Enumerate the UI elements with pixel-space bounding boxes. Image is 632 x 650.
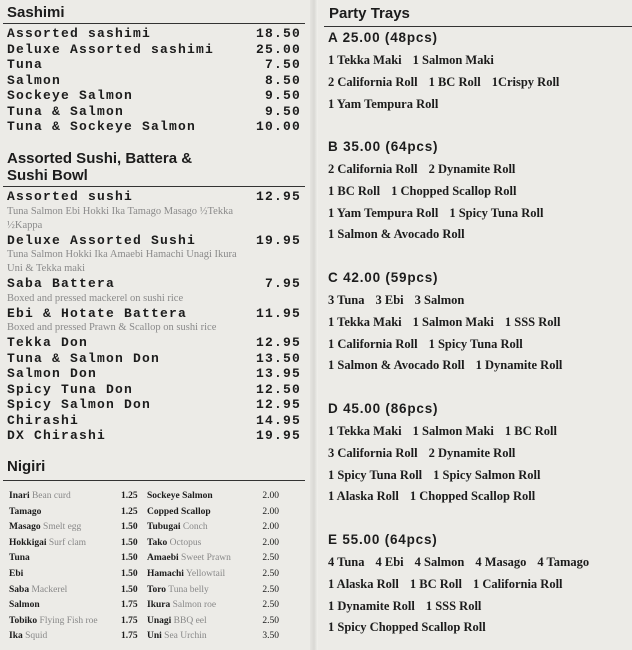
- nigiri-english: Octopus: [169, 537, 202, 548]
- item-price: 10.00: [255, 119, 301, 134]
- item-price: 7.95: [264, 276, 301, 291]
- item-price: 12.95: [255, 397, 301, 412]
- nigiri-row: [9, 614, 279, 630]
- tray-header: E 55.00 (64pcs): [328, 532, 438, 547]
- menu-item: [7, 26, 301, 42]
- sushi-list: [7, 189, 301, 444]
- nigiri-price: 1.75: [121, 600, 138, 611]
- tray-item: 1 Spicy Chopped Scallop Roll: [328, 620, 486, 635]
- tray-item: 1 Dynamite Roll: [475, 358, 563, 373]
- tray-item: 1 BC Roll: [504, 424, 557, 438]
- tray-line: [328, 312, 632, 334]
- item-price: 14.95: [255, 412, 301, 428]
- menu-item: [7, 88, 301, 104]
- item-name: Salmon: [7, 72, 62, 88]
- nigiri-name: Copped Scallop: [147, 506, 211, 517]
- party-tray: [328, 531, 632, 639]
- nigiri-price: 2.50: [262, 615, 279, 626]
- item-description: Uni & Tekka maki: [7, 263, 86, 274]
- nigiri-price: 2.00: [262, 506, 279, 517]
- tray-item: 3 California Roll: [328, 445, 418, 460]
- tray-item: 1 SSS Roll: [425, 598, 482, 613]
- tray-line: [328, 50, 632, 72]
- tray-item: 2 California Roll: [328, 74, 418, 89]
- tray-line: [328, 181, 632, 203]
- nigiri-name: Sockeye Salmon: [147, 491, 213, 501]
- nigiri-row: [9, 629, 279, 645]
- item-price: 9.50: [264, 103, 301, 119]
- nigiri-english: BBQ eel: [173, 615, 207, 626]
- item-price: 13.95: [255, 366, 301, 381]
- menu-item: [7, 335, 301, 351]
- nigiri-name: Hokkigai: [9, 537, 47, 548]
- nigiri-english: Surf clam: [48, 537, 87, 548]
- tray-item: 1 California Roll: [472, 576, 563, 591]
- nigiri-price: 1.75: [121, 631, 138, 642]
- nigiri-name: Tako: [147, 537, 168, 548]
- nigiri-item-1: [9, 489, 121, 505]
- nigiri-item-1: [9, 614, 121, 630]
- tray-item: 1 BC Roll: [328, 183, 381, 198]
- nigiri-table: [9, 489, 279, 645]
- nigiri-name: Tubugai: [147, 522, 181, 533]
- item-name: Sockeye Salmon: [7, 88, 134, 103]
- tray-line: [328, 552, 632, 574]
- nigiri-name: Inari: [9, 491, 30, 501]
- item-name: Spicy Tuna Don: [7, 381, 134, 397]
- nigiri-name: Tobiko: [9, 615, 38, 626]
- tray-item: 4 Salmon: [414, 555, 465, 569]
- nigiri-item-2: [147, 614, 255, 630]
- nigiri-english: Smelt egg: [43, 522, 82, 533]
- tray-item: 1 Salmon Maki: [412, 314, 494, 329]
- tray-item: 1 Spicy Tuna Roll: [328, 467, 423, 482]
- menu-item: [7, 428, 301, 444]
- item-name: Tekka Don: [7, 335, 89, 350]
- nigiri-name: Amaebi: [147, 553, 179, 564]
- sashimi-heading: Sashimi: [7, 4, 65, 21]
- tray-line: [328, 486, 632, 508]
- nigiri-item-2: [147, 505, 255, 521]
- nigiri-name: Ika: [9, 631, 23, 642]
- tray-line: [328, 290, 632, 312]
- nigiri-item-2: [147, 489, 255, 505]
- item-name: Assorted sushi: [7, 189, 134, 204]
- nigiri-name: Toro: [147, 584, 167, 595]
- nigiri-item-2: [147, 583, 255, 599]
- item-price: 12.95: [255, 189, 301, 204]
- nigiri-row: [9, 598, 279, 614]
- party-tray: [328, 29, 632, 115]
- item-name: Tuna & Sockeye Salmon: [7, 119, 197, 134]
- nigiri-item-2: [147, 536, 255, 552]
- item-description: ½Kappa: [7, 219, 43, 231]
- tray-item: 1 Dynamite Roll: [328, 598, 415, 613]
- item-name: Tuna & Salmon: [7, 103, 125, 119]
- nigiri-item-1: [9, 583, 121, 599]
- item-name: DX Chirashi: [7, 428, 107, 443]
- divider: [3, 23, 305, 24]
- tray-line: [328, 421, 632, 443]
- item-name: Assorted sashimi: [7, 26, 152, 41]
- nigiri-price: 2.50: [262, 600, 279, 611]
- tray-line: [328, 355, 632, 377]
- tray-item: 4 Ebi: [375, 555, 404, 569]
- tray-item: 1 California Roll: [328, 336, 418, 351]
- tray-item: 1 Tekka Maki: [328, 53, 402, 67]
- tray-header: D 45.00 (86pcs): [328, 401, 439, 416]
- item-name: Chirashi: [7, 412, 80, 428]
- tray-item: 1 Chopped Scallop Roll: [409, 489, 536, 504]
- nigiri-name: Unagi: [147, 615, 172, 626]
- sushi-heading-line2: Sushi Bowl: [7, 167, 88, 184]
- menu-item: [7, 57, 301, 73]
- nigiri-english: Mackerel: [31, 584, 68, 595]
- nigiri-price: 2.50: [262, 553, 279, 564]
- nigiri-item-2: [147, 520, 255, 536]
- nigiri-price: 2.50: [262, 584, 279, 595]
- tray-item: 1 Spicy Tuna Roll: [449, 205, 544, 220]
- nigiri-name: Salmon: [9, 600, 40, 611]
- nigiri-item-2: [147, 567, 255, 583]
- menu-item: [7, 42, 301, 58]
- menu-item: [7, 276, 301, 292]
- nigiri-price: 2.00: [262, 537, 279, 548]
- nigiri-item-1: [9, 520, 121, 536]
- page-fold: [310, 0, 318, 650]
- item-price: 11.95: [255, 305, 301, 321]
- nigiri-price: 1.50: [121, 553, 138, 564]
- tray-header: C 42.00 (59pcs): [328, 270, 439, 285]
- nigiri-price: 1.50: [121, 584, 138, 595]
- item-description: Boxed and pressed Prawn & Scallop on sushi rice: [7, 322, 217, 333]
- item-price: 19.95: [255, 428, 301, 443]
- menu-item: [7, 366, 301, 382]
- nigiri-english: Salmon roe: [172, 600, 217, 611]
- nigiri-item-1: [9, 567, 121, 583]
- tray-item: 1 Salmon & Avocado Roll: [328, 227, 465, 242]
- nigiri-price: 2.00: [262, 491, 279, 501]
- nigiri-english: Sea Urchin: [164, 631, 207, 642]
- tray-item: 1 BC Roll: [428, 74, 481, 89]
- item-description: Tuna Salmon Ebi Hokki Ika Tamago Masago ½Tekka: [7, 205, 234, 217]
- menu-item: [7, 119, 301, 135]
- nigiri-price: 2.50: [262, 568, 279, 579]
- nigiri-price: 1.50: [121, 568, 138, 579]
- tray-item: 1 Tekka Maki: [328, 314, 402, 329]
- nigiri-item-2: [147, 598, 255, 614]
- tray-line: [328, 94, 632, 116]
- party-trays-heading: Party Trays: [329, 5, 410, 22]
- nigiri-item-1: [9, 629, 121, 645]
- item-price: 7.50: [264, 57, 301, 72]
- nigiri-row: [9, 536, 279, 552]
- item-price: 12.95: [255, 335, 301, 350]
- nigiri-row: [9, 505, 279, 521]
- nigiri-english: Flying Fish roe: [39, 615, 98, 626]
- nigiri-price: 3.50: [262, 631, 279, 642]
- item-price: 12.50: [255, 381, 301, 397]
- tray-line: [328, 334, 632, 356]
- nigiri-name: Tuna: [9, 553, 30, 564]
- tray-item: 4 Tuna: [328, 555, 365, 569]
- divider: [324, 26, 632, 27]
- item-name: Spicy Salmon Don: [7, 397, 152, 412]
- item-description: Tuna Salmon Hokki Ika Amaebi Hamachi Unagi Ikura: [7, 249, 237, 260]
- nigiri-english: Squid: [25, 631, 48, 642]
- tray-header: B 35.00 (64pcs): [328, 139, 439, 154]
- nigiri-name: Uni: [147, 631, 162, 642]
- tray-line: [328, 224, 632, 246]
- nigiri-item-2: [147, 629, 255, 645]
- item-price: 13.50: [255, 350, 301, 366]
- tray-item: 1 Alaska Roll: [328, 489, 399, 504]
- sushi-heading: [7, 150, 192, 184]
- tray-line: [328, 574, 632, 596]
- sushi-heading-line1: Assorted Sushi, Battera &: [7, 150, 193, 167]
- tray-line: [328, 465, 632, 487]
- item-price: 18.50: [255, 26, 301, 41]
- nigiri-english: Yellowtail: [185, 568, 226, 579]
- nigiri-english: Sweet Prawn: [181, 553, 231, 564]
- nigiri-name: Hamachi: [147, 568, 184, 579]
- item-price: 9.50: [264, 88, 301, 103]
- nigiri-row: [9, 567, 279, 583]
- tray-item: 2 Dynamite Roll: [428, 162, 516, 176]
- tray-item: 1 Salmon Maki: [412, 53, 494, 67]
- nigiri-price: 1.25: [121, 506, 138, 517]
- tray-line: [328, 72, 632, 94]
- tray-item: 3 Tuna: [328, 293, 365, 307]
- item-name: Tuna: [7, 57, 44, 72]
- tray-line: [328, 159, 632, 181]
- tray-item: 2 Dynamite Roll: [428, 445, 516, 460]
- menu-item: [7, 397, 301, 413]
- tray-line: [328, 443, 632, 465]
- tray-item: 1 Yam Tempura Roll: [328, 205, 439, 220]
- tray-item: 1 Alaska Roll: [328, 576, 399, 591]
- nigiri-price: 1.25: [121, 491, 138, 501]
- tray-line: [328, 596, 632, 618]
- tray-item: 3 Ebi: [375, 293, 404, 307]
- nigiri-name: Saba: [9, 584, 30, 595]
- nigiri-english: Bean curd: [31, 491, 71, 501]
- nigiri-price: 1.75: [121, 615, 138, 626]
- nigiri-item-2: [147, 551, 255, 567]
- tray-item: 1 Yam Tempura Roll: [328, 96, 439, 111]
- nigiri-item-1: [9, 551, 121, 567]
- party-tray: [328, 269, 632, 377]
- item-price: 8.50: [264, 72, 301, 88]
- nigiri-item-1: [9, 505, 121, 521]
- menu-item: [7, 73, 301, 89]
- nigiri-row: [9, 551, 279, 567]
- tray-item: 1 Salmon & Avocado Roll: [328, 358, 465, 373]
- tray-item: 1 BC Roll: [409, 576, 462, 591]
- divider: [3, 186, 305, 187]
- tray-item: 2 California Roll: [328, 162, 418, 176]
- tray-header: A 25.00 (48pcs): [328, 30, 438, 45]
- menu-item: [7, 189, 301, 205]
- nigiri-price: 1.50: [121, 537, 138, 548]
- nigiri-heading: Nigiri: [7, 458, 46, 475]
- menu-item: [7, 413, 301, 429]
- nigiri-name: Ikura: [147, 600, 171, 611]
- nigiri-name: Ebi: [9, 568, 24, 579]
- sashimi-list: [7, 26, 301, 135]
- menu-item: [7, 306, 301, 322]
- nigiri-row: [9, 583, 279, 599]
- item-description: Boxed and pressed mackerel on sushi rice: [7, 292, 184, 304]
- menu-item: [7, 351, 301, 367]
- party-tray: [328, 400, 632, 508]
- item-price: 19.95: [255, 232, 301, 248]
- tray-item: 1 Salmon Maki: [412, 424, 494, 438]
- item-name: Ebi & Hotate Battera: [7, 305, 188, 321]
- nigiri-english: Conch: [182, 522, 208, 533]
- item-price: 25.00: [255, 41, 301, 57]
- nigiri-name: Tamago: [9, 506, 42, 517]
- item-name: Salmon Don: [7, 366, 98, 381]
- tray-line: [328, 203, 632, 225]
- tray-line: [328, 617, 632, 639]
- item-name: Deluxe Assorted Sushi: [7, 232, 197, 248]
- menu-item: [7, 104, 301, 120]
- menu-item: [7, 382, 301, 398]
- item-name: Deluxe Assorted sashimi: [7, 41, 215, 57]
- nigiri-row: [9, 489, 279, 505]
- tray-item: 1 Spicy Salmon Roll: [433, 467, 541, 482]
- tray-item: 3 Salmon: [414, 293, 465, 307]
- tray-item: 1 Chopped Scallop Roll: [391, 183, 517, 198]
- nigiri-english: Tuna belly: [168, 584, 209, 595]
- nigiri-name: Masago: [9, 522, 41, 533]
- tray-item: 4 Tamago: [537, 555, 590, 569]
- tray-item: 1Crispy Roll: [491, 74, 560, 89]
- tray-item: 4 Masago: [475, 555, 527, 569]
- tray-item: 1 SSS Roll: [504, 314, 561, 329]
- party-tray: [328, 138, 632, 246]
- nigiri-row: [9, 520, 279, 536]
- divider: [3, 480, 305, 481]
- nigiri-item-1: [9, 536, 121, 552]
- menu-item: [7, 233, 301, 249]
- nigiri-price: 2.00: [262, 522, 279, 533]
- item-name: Saba Battera: [7, 276, 116, 291]
- nigiri-price: 1.50: [121, 522, 138, 533]
- nigiri-item-1: [9, 598, 121, 614]
- tray-item: 1 Tekka Maki: [328, 424, 402, 438]
- item-name: Tuna & Salmon Don: [7, 350, 161, 366]
- tray-item: 1 Spicy Tuna Roll: [428, 336, 523, 351]
